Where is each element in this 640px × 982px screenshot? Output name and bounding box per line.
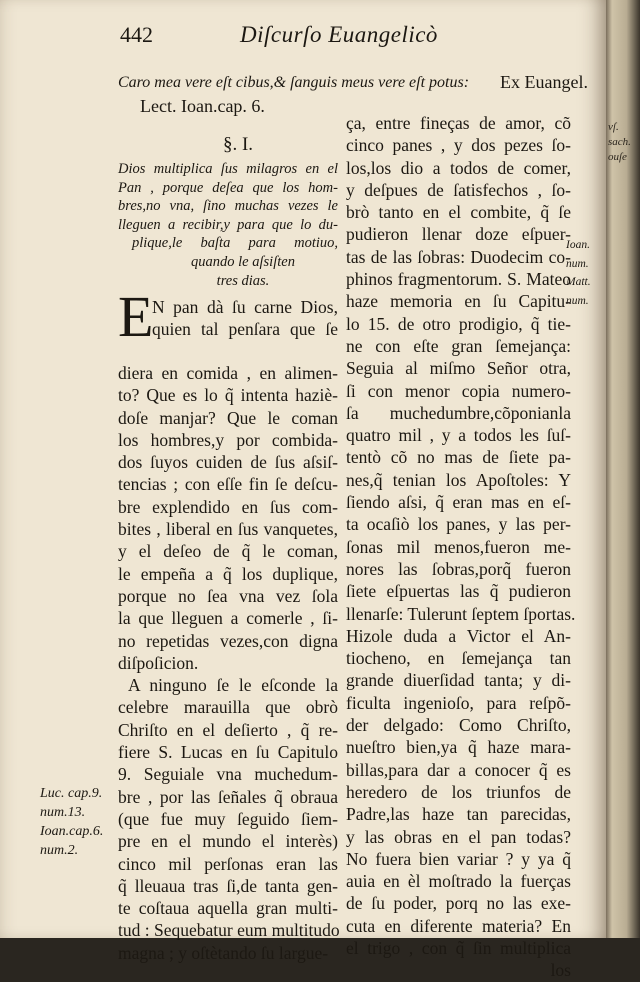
motto-text: Caro mea vere eſt cibus,& ſanguis meus vere eſt potus: <box>118 74 470 91</box>
text-line: ficulta ingenioſo, para reſpõ- <box>346 692 571 713</box>
text-line: Chriſto en el deſierto , q̃ re- <box>118 719 338 740</box>
text-line: cinco mil perſonas eran las <box>118 853 338 874</box>
text-line: diera en comida , en alimen- <box>118 363 338 383</box>
text-line: bre explendido en ſus com- <box>118 496 338 517</box>
facing-page-edge <box>606 0 640 938</box>
summary-line: plique,le baſta para motiuo, <box>132 235 338 252</box>
text-line: (que fue muy ſeguido ſiem- <box>118 808 338 829</box>
text-line: la que lleguen a comerle , ſi- <box>118 608 338 629</box>
text-line: No fuera bien variar ? y ya q̃ <box>346 848 571 869</box>
summary-line: lleguen a recibir,y para que lo du- <box>118 216 338 233</box>
page-number: 442 <box>120 22 153 47</box>
text-line: bre , por las ſeñales q̃ obraua <box>118 786 338 807</box>
text-line: tentò cõ no mas de ſiete pa- <box>346 447 571 468</box>
edge-note: vſ. <box>608 121 619 133</box>
running-title: Diſcurſo Euangelicò <box>240 22 438 47</box>
margin-note: Ioan.cap.6. <box>40 824 104 839</box>
text-line: celebre marauilla que obrò <box>118 697 338 718</box>
text-line: porque no ſea vna vez ſola <box>118 585 338 606</box>
text-line: los <box>550 960 571 981</box>
text-line: tencias ; con eſſe fin ſe deſcu- <box>118 474 338 495</box>
margin-note: Matt. <box>566 276 591 288</box>
text-line: ſa muchedumbre,cõponianla <box>346 402 571 423</box>
text-line: quatro mil , y a todos les ſuſ- <box>346 425 571 446</box>
text-line: los hombres,y por combida- <box>118 429 338 450</box>
section-summary <box>118 160 338 290</box>
text-line: auia en èl moſtrado la fuerças <box>346 871 571 892</box>
text-line: llenarſe: Tulerunt ſeptem ſportas. <box>346 603 576 624</box>
text-line: Hizole duda a Victor el An- <box>346 625 571 646</box>
text-line: A ninguno ſe le eſconde la <box>128 675 338 696</box>
drop-cap: E <box>118 284 154 349</box>
text-line: ſi con menor copia numero- <box>346 380 571 401</box>
text-line: q̃ lleuaua tras ſi,de tanta gen- <box>118 875 338 896</box>
left-margin-notes <box>40 784 103 860</box>
text-line: tud : Sequebatur eum multitudo <box>118 920 340 941</box>
text-line: de ſu poder, porq no las exe- <box>346 893 571 914</box>
text-line: ta ocaſiò los panes, y las per- <box>346 514 571 535</box>
text-line: doſe manjar? Que le coman <box>118 407 338 428</box>
text-line: el trigo , con q̃ ſin multiplica <box>346 937 571 958</box>
text-line: Padre,las haze tan parecidas, <box>346 804 571 825</box>
text-line: nueſtro bien,ya q̃ haze mara- <box>346 737 571 758</box>
text-line: nores las ſobras,porq̃ fueron <box>346 558 571 579</box>
margin-note: num. <box>566 257 589 270</box>
right-column <box>346 112 576 982</box>
text-line: tas de las ſobras: Duodecim co- <box>346 246 571 267</box>
text-line: billas,para dar a conocer q̃ es <box>346 759 571 780</box>
text-line: pre en el mundo el interès) <box>118 831 338 852</box>
text-line: ça, entre fineças de amor, cõ <box>346 113 571 133</box>
summary-line: quando le aſsiſten <box>191 253 295 270</box>
text-line: N pan dà ſu carne Dios, <box>152 297 338 317</box>
text-line: quien tal penſara que ſe <box>152 319 338 340</box>
text-line: heredero de los triunfos de <box>346 781 571 802</box>
summary-line: tres dias. <box>216 272 270 289</box>
section-mark: §. I. <box>222 134 254 155</box>
text-line: ſonas mil menos,fueron me- <box>346 536 571 557</box>
lectio-reference: Lect. Ioan.cap. 6. <box>140 96 265 116</box>
right-margin-notes <box>566 236 591 310</box>
text-line: to? Que es lo q̃ intenta haziè- <box>118 385 338 406</box>
text-line: dos ſuyos cuiden de ſus aſsiſ- <box>118 452 338 473</box>
text-line: bites , liberal en ſus vanquetes, <box>118 519 338 540</box>
edge-note: ouſe <box>608 151 627 163</box>
margin-note: num. <box>566 294 589 307</box>
text-line: no repetidas vezes,con digna <box>118 630 338 651</box>
section-heading <box>118 134 338 290</box>
margin-note: Ioan. <box>566 239 590 251</box>
text-line: cuta en diferente materia? En <box>346 915 571 936</box>
text-line: te coſtaua aquella gran multi- <box>118 898 338 919</box>
text-line: ſiete eſpuertas las q̃ pudieron <box>346 581 571 602</box>
text-line: y el deſeo de q̃ le coman, <box>118 541 338 562</box>
motto-source: Ex Euangel. <box>500 72 588 92</box>
summary-line: Pan , porque deſea que los hom- <box>118 179 338 196</box>
text-line: pudieron llenar doze eſpuer- <box>346 224 571 245</box>
text-line: y deſpues de ſatisfechos , ſo- <box>346 179 571 200</box>
margin-note: num.2. <box>40 843 79 858</box>
text-line: magna ; y oſtètando ſu largue- <box>118 942 329 963</box>
summary-line: Dios multiplica ſus milagros en el <box>118 161 338 177</box>
text-line: ne con eſte gran ſemejança: <box>346 335 571 356</box>
text-line: diſpoſicion. <box>118 652 199 673</box>
edge-margin-notes <box>608 120 631 165</box>
margin-note: num.13. <box>40 805 86 820</box>
text-line: y las obras en el pan todas? <box>346 826 571 847</box>
text-line: der delgado: Como Chriſto, <box>346 715 571 736</box>
gospel-motto <box>118 74 588 92</box>
text-line: cinco panes , y dos pezes ſo- <box>346 135 571 156</box>
text-line: nes,q̃ tenian los Apoſtoles: Y <box>346 469 571 490</box>
text-line: brò tanto en el combite, q̃ ſe <box>346 202 571 223</box>
text-line: phinos fragmentorum. S. Mateo <box>346 269 571 290</box>
text-line: grande diuerſidad tanta; y di- <box>346 670 571 691</box>
edge-note: sach. <box>608 136 631 148</box>
text-line: ſiendo aſsi, q̃ eran mas en eſ- <box>346 492 571 513</box>
opening-lines <box>152 296 338 341</box>
text-line: tiocheno, en ſemejança tan <box>346 648 571 669</box>
left-column <box>118 362 338 964</box>
text-line: Seguia al miſmo Señor otra, <box>346 358 571 379</box>
text-line: lo 15. de otro prodigio, q̃ tie- <box>346 313 571 334</box>
margin-note: Luc. cap.9. <box>40 786 103 801</box>
text-line: los,los dio a todos de comer, <box>346 157 571 178</box>
text-line: haze memoria en ſu Capitu- <box>346 291 571 312</box>
text-line: 9. Seguiale vna muchedum- <box>118 764 338 785</box>
page-header <box>120 22 590 56</box>
summary-line: bres,no vna, ſino muchas vezes le <box>118 198 338 215</box>
text-line: le empeña a q̃ los duplique, <box>118 563 338 584</box>
text-line: fiere S. Lucas en ſu Capitulo <box>118 742 338 763</box>
